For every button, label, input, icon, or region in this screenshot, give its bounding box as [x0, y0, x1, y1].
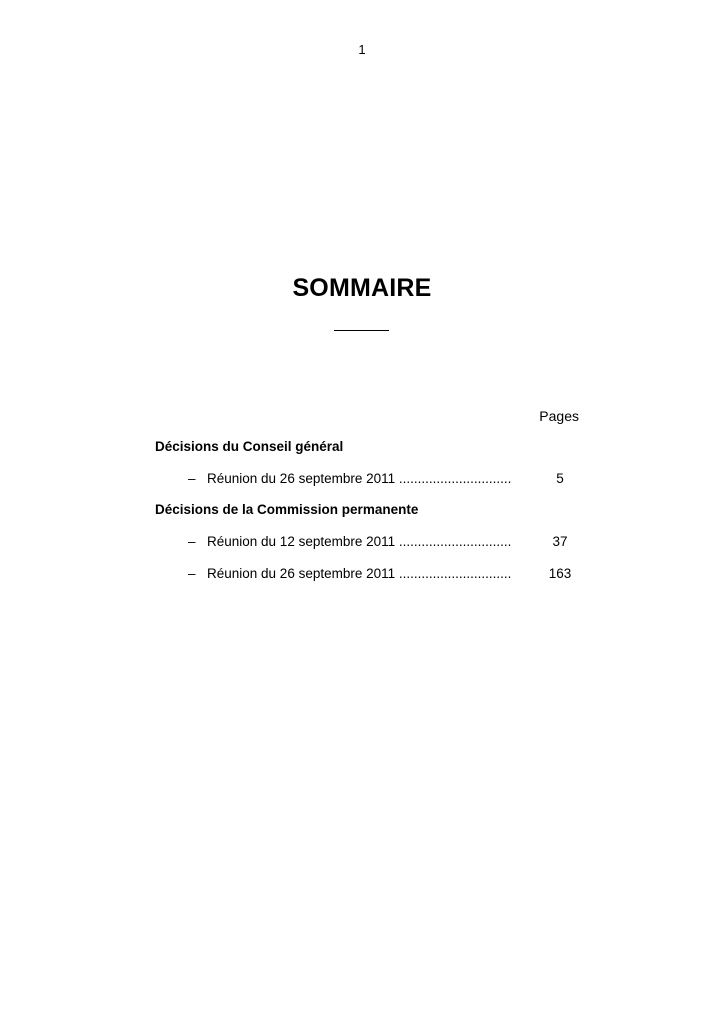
page-number: 1 [358, 42, 366, 57]
section-heading-commission-permanente: Décisions de la Commission permanente [155, 502, 419, 517]
section-heading-conseil-general: Décisions du Conseil général [155, 439, 344, 454]
page-title: SOMMAIRE [292, 274, 432, 302]
toc-entry[interactable] [188, 471, 579, 489]
toc-entry-label: Réunion du 26 septembre 2011 .............................. [207, 471, 512, 486]
pages-column-header: Pages [539, 408, 579, 424]
toc-entry-page: 163 [548, 566, 572, 581]
toc-entry-page: 37 [552, 534, 568, 549]
toc-entry[interactable] [188, 566, 579, 584]
dash-bullet: – [188, 566, 196, 581]
toc-entry-label: Réunion du 26 septembre 2011 .............................. [207, 566, 512, 581]
toc-entry-page: 5 [556, 471, 564, 486]
title-underline [334, 330, 389, 331]
dash-bullet: – [188, 534, 196, 549]
toc-entry[interactable] [188, 534, 579, 552]
toc-entry-label: Réunion du 12 septembre 2011 .............................. [207, 534, 512, 549]
dash-bullet: – [188, 471, 196, 486]
